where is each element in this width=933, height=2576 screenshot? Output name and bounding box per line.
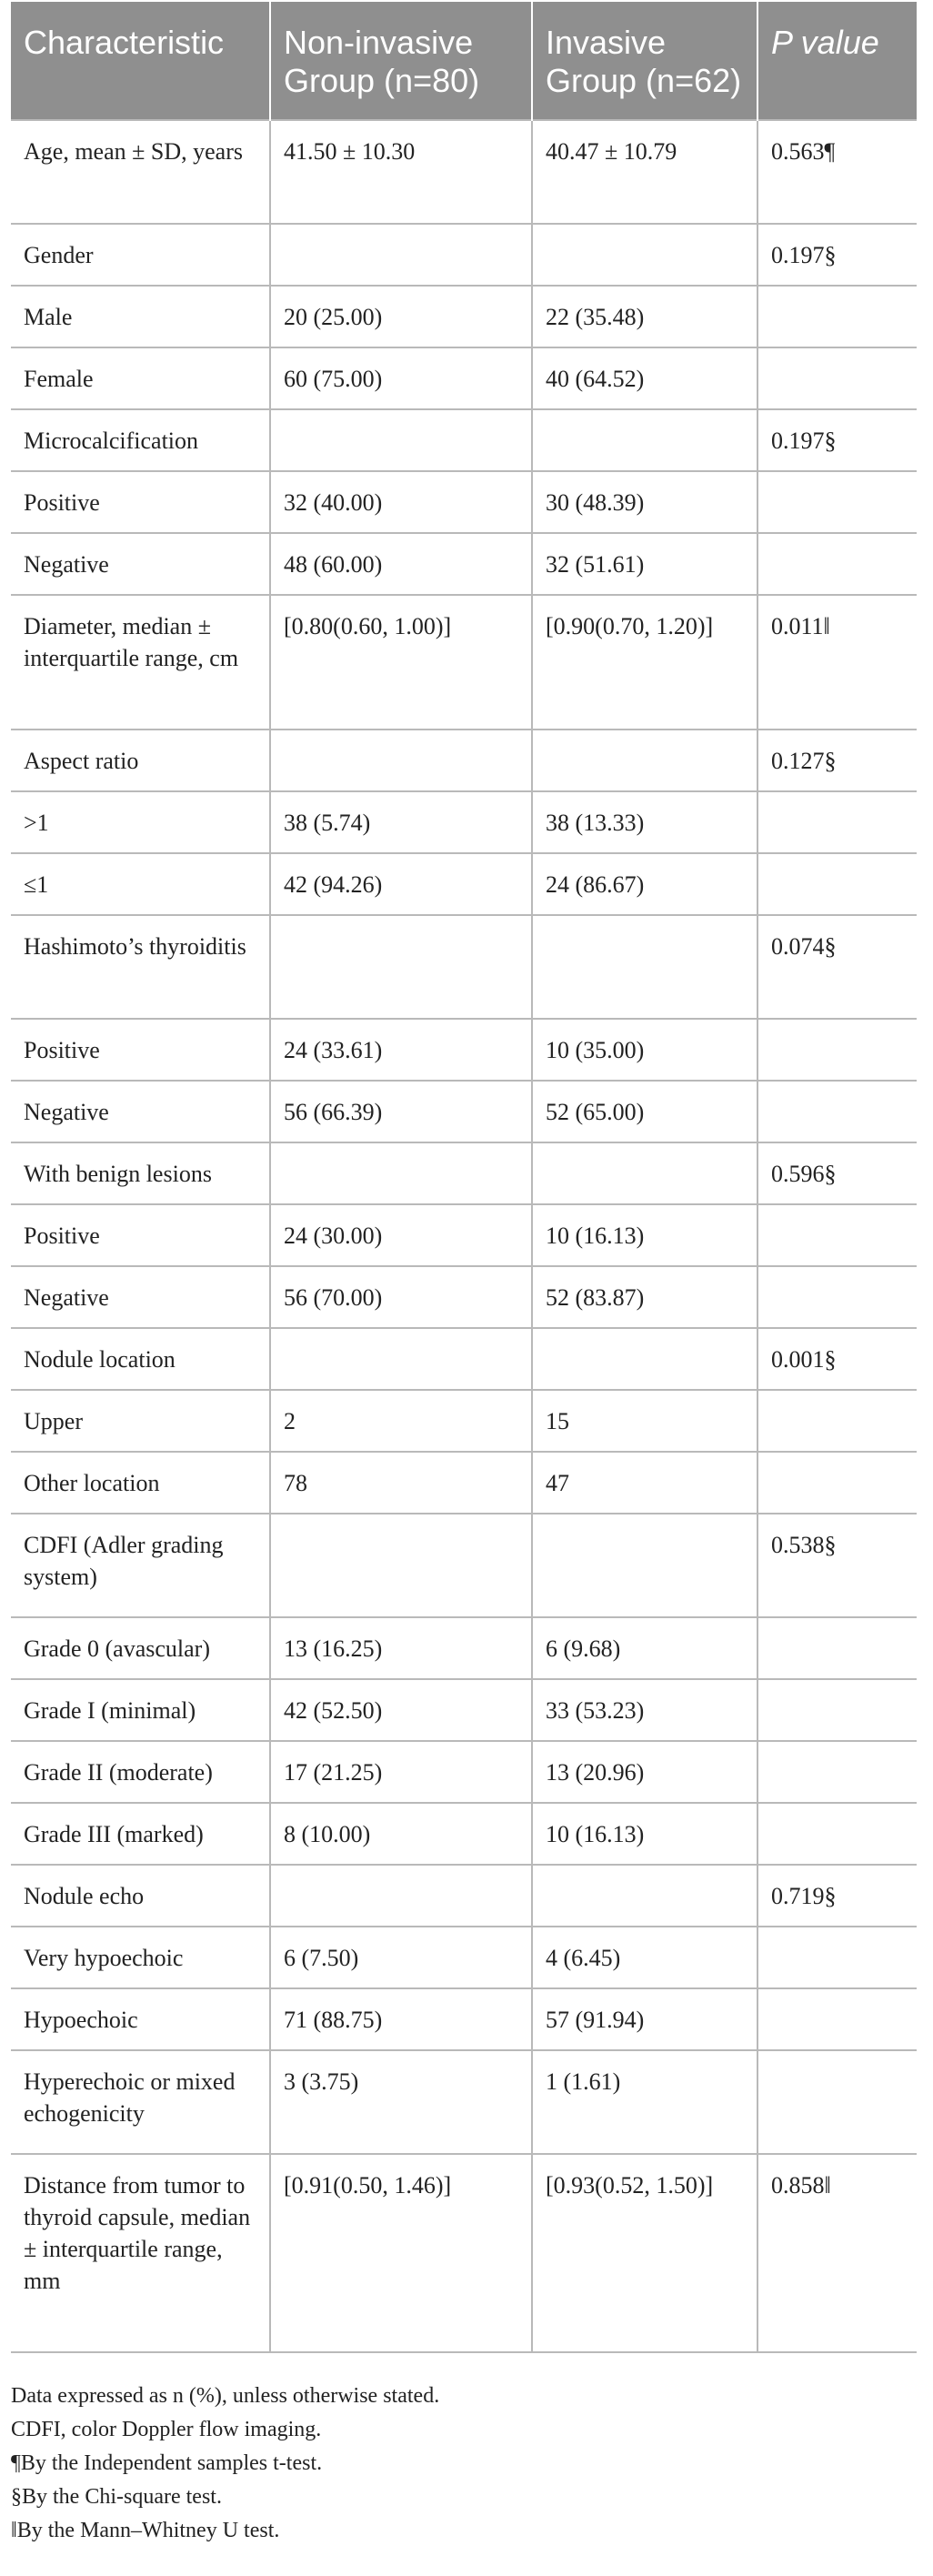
cell-characteristic: ≤1	[11, 853, 270, 915]
cell-p-value: 0.074§	[757, 915, 917, 1019]
footnote: ¶By the Independent samples t-test.	[11, 2451, 323, 2475]
table-row	[11, 1266, 917, 1328]
cell-non-invasive: 78	[270, 1452, 532, 1514]
cell-characteristic: Grade III (marked)	[11, 1803, 270, 1865]
cell-p-value: 0.197§	[757, 409, 917, 471]
cell-p-value	[757, 791, 917, 853]
table-row	[11, 347, 917, 409]
table-row	[11, 1081, 917, 1142]
cell-characteristic: Hyperechoic or mixed echogenicity	[11, 2050, 270, 2154]
cell-non-invasive	[270, 1142, 532, 1204]
table-row	[11, 1019, 917, 1081]
cell-characteristic: CDFI (Adler grading system)	[11, 1514, 270, 1617]
cell-invasive: 22 (35.48)	[532, 286, 757, 347]
cell-invasive: 47	[532, 1452, 757, 1514]
table-row	[11, 1741, 917, 1803]
cell-characteristic: Gender	[11, 224, 270, 286]
table-row	[11, 1142, 917, 1204]
footnote: §By the Chi-square test.	[11, 2485, 222, 2509]
cell-p-value: 0.197§	[757, 224, 917, 286]
cell-non-invasive: 38 (5.74)	[270, 791, 532, 853]
cell-characteristic: Negative	[11, 1266, 270, 1328]
cell-non-invasive: 60 (75.00)	[270, 347, 532, 409]
table-row	[11, 1803, 917, 1865]
cell-non-invasive: 42 (52.50)	[270, 1679, 532, 1741]
footnote: CDFI, color Doppler flow imaging.	[11, 2418, 322, 2441]
table-row	[11, 409, 917, 471]
cell-non-invasive: 20 (25.00)	[270, 286, 532, 347]
cell-p-value: 0.011‖	[757, 595, 917, 730]
cell-invasive: 52 (65.00)	[532, 1081, 757, 1142]
cell-invasive: 10 (35.00)	[532, 1019, 757, 1081]
cell-p-value	[757, 1679, 917, 1741]
cell-p-value	[757, 1204, 917, 1266]
cell-non-invasive	[270, 224, 532, 286]
cell-non-invasive	[270, 730, 532, 791]
cell-p-value: 0.719§	[757, 1865, 917, 1927]
cell-non-invasive: 48 (60.00)	[270, 533, 532, 595]
table-header	[11, 2, 917, 120]
cell-invasive: [0.93(0.52, 1.50)]	[532, 2154, 757, 2352]
cell-non-invasive	[270, 1865, 532, 1927]
table-row	[11, 1390, 917, 1452]
cell-characteristic: Diameter, median ± interquartile range, cm	[11, 595, 270, 730]
cell-invasive: 33 (53.23)	[532, 1679, 757, 1741]
cell-non-invasive: [0.91(0.50, 1.46)]	[270, 2154, 532, 2352]
cell-invasive: 30 (48.39)	[532, 471, 757, 533]
table-row	[11, 730, 917, 791]
cell-non-invasive: 71 (88.75)	[270, 1988, 532, 2050]
cell-invasive	[532, 915, 757, 1019]
cell-characteristic: Positive	[11, 1204, 270, 1266]
cell-non-invasive: 2	[270, 1390, 532, 1452]
cell-characteristic: Nodule location	[11, 1328, 270, 1390]
cell-non-invasive	[270, 1328, 532, 1390]
cell-invasive: 15	[532, 1390, 757, 1452]
table-row	[11, 1328, 917, 1390]
cell-characteristic: Negative	[11, 533, 270, 595]
cell-p-value	[757, 853, 917, 915]
cell-p-value	[757, 1617, 917, 1679]
cell-invasive	[532, 409, 757, 471]
cell-characteristic: Very hypoechoic	[11, 1927, 270, 1988]
table-row	[11, 1927, 917, 1988]
cell-non-invasive: 42 (94.26)	[270, 853, 532, 915]
table-row	[11, 120, 917, 224]
cell-characteristic: Positive	[11, 471, 270, 533]
cell-p-value: 0.563¶	[757, 120, 917, 224]
cell-invasive	[532, 1514, 757, 1617]
cell-invasive: 4 (6.45)	[532, 1927, 757, 1988]
cell-characteristic: Upper	[11, 1390, 270, 1452]
cell-non-invasive	[270, 915, 532, 1019]
cell-invasive	[532, 1328, 757, 1390]
cell-non-invasive: 32 (40.00)	[270, 471, 532, 533]
footnote: Data expressed as n (%), unless otherwise stated.	[11, 2384, 440, 2408]
cell-characteristic: >1	[11, 791, 270, 853]
cell-p-value: 0.538§	[757, 1514, 917, 1617]
footnote: ‖By the Mann–Whitney U test.	[11, 2519, 280, 2542]
cell-non-invasive: 17 (21.25)	[270, 1741, 532, 1803]
cell-p-value	[757, 533, 917, 595]
cell-non-invasive: 56 (70.00)	[270, 1266, 532, 1328]
cell-characteristic: Hypoechoic	[11, 1988, 270, 2050]
cell-p-value	[757, 1019, 917, 1081]
cell-invasive	[532, 224, 757, 286]
cell-p-value	[757, 1988, 917, 2050]
table-row	[11, 1452, 917, 1514]
cell-characteristic: Nodule echo	[11, 1865, 270, 1927]
cell-p-value	[757, 471, 917, 533]
cell-characteristic: With benign lesions	[11, 1142, 270, 1204]
cell-p-value	[757, 2050, 917, 2154]
cell-invasive: 6 (9.68)	[532, 1617, 757, 1679]
cell-non-invasive: 41.50 ± 10.30	[270, 120, 532, 224]
header-characteristic: Characteristic	[11, 2, 270, 120]
cell-characteristic: Age, mean ± SD, years	[11, 120, 270, 224]
cell-p-value	[757, 1741, 917, 1803]
cell-characteristic: Grade I (minimal)	[11, 1679, 270, 1741]
table-row	[11, 471, 917, 533]
cell-characteristic: Distance from tumor to thyroid capsule, median ± interquartile range, mm	[11, 2154, 270, 2352]
table-row	[11, 2050, 917, 2154]
cell-p-value: 0.596§	[757, 1142, 917, 1204]
table-row	[11, 1679, 917, 1741]
characteristics-table-container	[11, 2, 917, 2353]
cell-non-invasive: 3 (3.75)	[270, 2050, 532, 2154]
table-row	[11, 1988, 917, 2050]
cell-p-value: 0.001§	[757, 1328, 917, 1390]
cell-p-value	[757, 1266, 917, 1328]
table-row	[11, 286, 917, 347]
cell-non-invasive: 56 (66.39)	[270, 1081, 532, 1142]
cell-invasive: 40 (64.52)	[532, 347, 757, 409]
cell-invasive: 52 (83.87)	[532, 1266, 757, 1328]
cell-characteristic: Male	[11, 286, 270, 347]
table-row	[11, 1617, 917, 1679]
cell-p-value	[757, 1452, 917, 1514]
cell-invasive	[532, 730, 757, 791]
cell-non-invasive: 24 (30.00)	[270, 1204, 532, 1266]
table-row	[11, 1204, 917, 1266]
table-row	[11, 1865, 917, 1927]
table-body	[11, 120, 917, 2352]
header-row	[11, 2, 917, 120]
cell-invasive: 40.47 ± 10.79	[532, 120, 757, 224]
cell-invasive: 13 (20.96)	[532, 1741, 757, 1803]
cell-invasive: 38 (13.33)	[532, 791, 757, 853]
table-row	[11, 595, 917, 730]
cell-p-value	[757, 1390, 917, 1452]
cell-invasive: 32 (51.61)	[532, 533, 757, 595]
cell-p-value	[757, 1803, 917, 1865]
table-row	[11, 791, 917, 853]
cell-non-invasive: 13 (16.25)	[270, 1617, 532, 1679]
table-row	[11, 853, 917, 915]
cell-invasive: 10 (16.13)	[532, 1803, 757, 1865]
table-row	[11, 533, 917, 595]
cell-invasive: 10 (16.13)	[532, 1204, 757, 1266]
cell-characteristic: Hashimoto’s thyroiditis	[11, 915, 270, 1019]
table-footnotes	[11, 2380, 917, 2548]
cell-invasive: 24 (86.67)	[532, 853, 757, 915]
cell-characteristic: Microcalcification	[11, 409, 270, 471]
header-non-invasive-group: Non-invasive Group (n=80)	[270, 2, 532, 120]
cell-invasive: 1 (1.61)	[532, 2050, 757, 2154]
cell-invasive: 57 (91.94)	[532, 1988, 757, 2050]
cell-characteristic: Positive	[11, 1019, 270, 1081]
cell-non-invasive: [0.80(0.60, 1.00)]	[270, 595, 532, 730]
cell-characteristic: Negative	[11, 1081, 270, 1142]
table-row	[11, 224, 917, 286]
cell-p-value	[757, 1927, 917, 1988]
table-row	[11, 2154, 917, 2352]
cell-invasive: [0.90(0.70, 1.20)]	[532, 595, 757, 730]
header-p-value: P value	[757, 2, 917, 120]
cell-p-value: 0.127§	[757, 730, 917, 791]
cell-invasive	[532, 1142, 757, 1204]
cell-characteristic: Other location	[11, 1452, 270, 1514]
cell-non-invasive: 8 (10.00)	[270, 1803, 532, 1865]
cell-non-invasive	[270, 409, 532, 471]
header-invasive-group: Invasive Group (n=62)	[532, 2, 757, 120]
cell-non-invasive: 24 (33.61)	[270, 1019, 532, 1081]
cell-p-value	[757, 286, 917, 347]
cell-p-value	[757, 347, 917, 409]
cell-characteristic: Female	[11, 347, 270, 409]
cell-p-value: 0.858‖	[757, 2154, 917, 2352]
characteristics-table	[11, 2, 917, 2353]
cell-p-value	[757, 1081, 917, 1142]
cell-characteristic: Grade II (moderate)	[11, 1741, 270, 1803]
cell-invasive	[532, 1865, 757, 1927]
table-row	[11, 915, 917, 1019]
cell-characteristic: Grade 0 (avascular)	[11, 1617, 270, 1679]
cell-characteristic: Aspect ratio	[11, 730, 270, 791]
table-row	[11, 1514, 917, 1617]
cell-non-invasive: 6 (7.50)	[270, 1927, 532, 1988]
cell-non-invasive	[270, 1514, 532, 1617]
